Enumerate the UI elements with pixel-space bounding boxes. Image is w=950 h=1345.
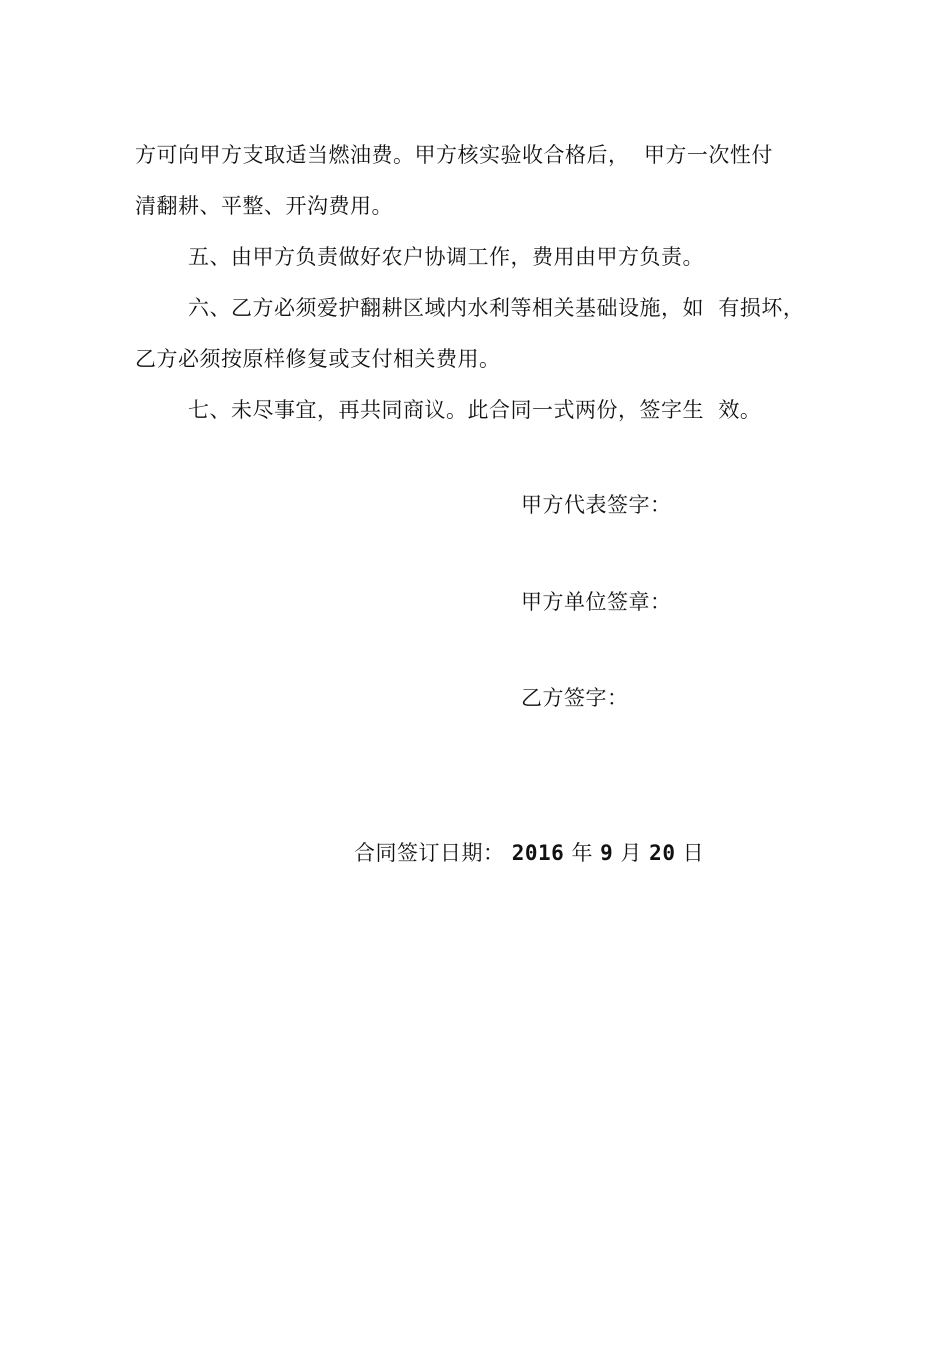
year-unit: 年 bbox=[571, 841, 593, 865]
clause-six-line-2: 乙方必须按原样修复或支付相关费用。 bbox=[135, 347, 501, 371]
contract-date-day: 20 bbox=[649, 841, 676, 865]
party-a-seal-label: 甲方单位签章： bbox=[521, 590, 672, 614]
party-b-signature-label: 乙方签字： bbox=[521, 686, 629, 710]
contract-date bbox=[354, 839, 704, 867]
clause-six-line-1: 六、乙方必须爱护翻耕区域内水利等相关基础设施，如 有损坏， bbox=[188, 296, 805, 320]
contract-date-month: 9 bbox=[600, 841, 614, 865]
party-a-rep-signature-label: 甲方代表签字： bbox=[521, 493, 672, 517]
clause-seven: 七、未尽事宜，再共同商议。此合同一式两份，签字生 效。 bbox=[188, 398, 762, 422]
month-unit: 月 bbox=[620, 841, 642, 865]
clause-five: 五、由甲方负责做好农户协调工作，费用由甲方负责。 bbox=[188, 245, 704, 269]
paragraph-line-1: 方可向甲方支取适当燃油费。甲方核实验收合格后， 甲方一次性付 bbox=[135, 143, 773, 167]
paragraph-line-2: 清翻耕、平整、开沟费用。 bbox=[135, 194, 393, 218]
contract-date-label: 合同签订日期： bbox=[354, 841, 505, 865]
day-unit: 日 bbox=[682, 841, 705, 865]
contract-date-year: 2016 bbox=[511, 841, 565, 865]
